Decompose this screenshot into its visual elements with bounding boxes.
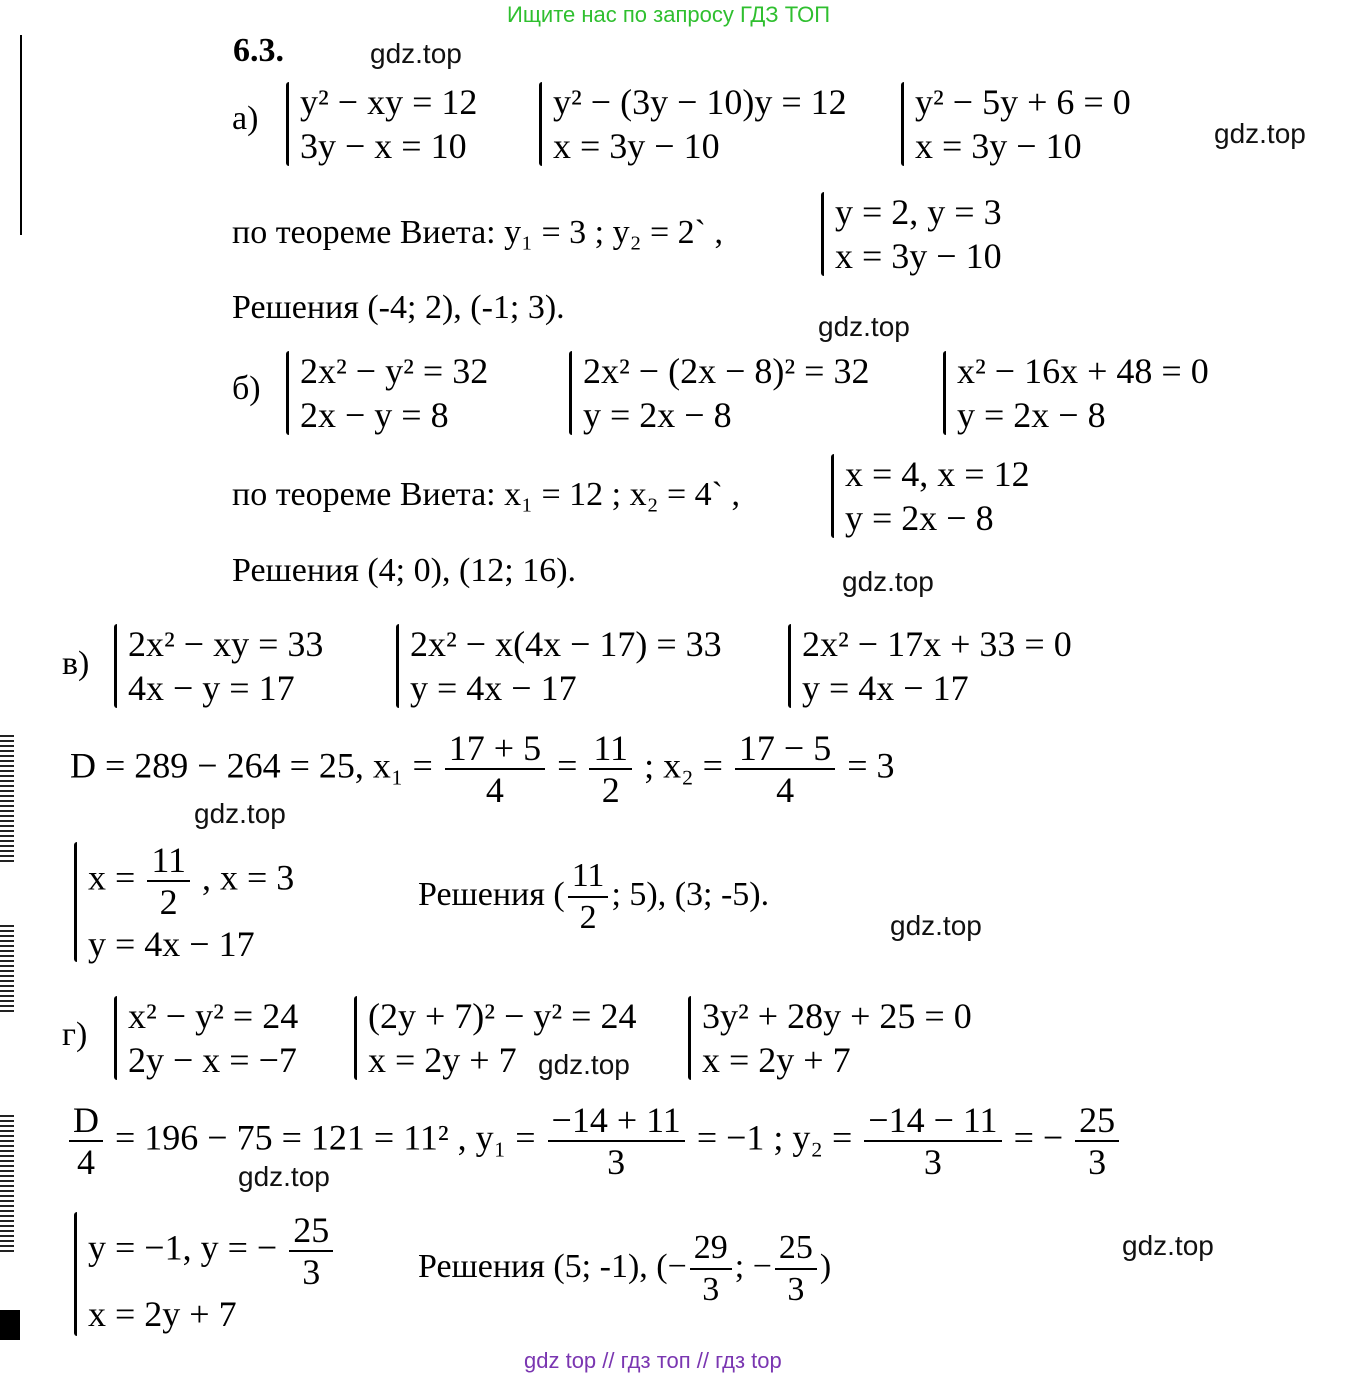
watermark: gdz.top: [194, 798, 286, 829]
fraction: $\frac{-14 + 11}{3}$: [548, 1100, 685, 1182]
fraction: $\frac{17 + 5}{4}$: [445, 728, 545, 810]
equation: x² − y² = 24: [128, 996, 299, 1036]
part-g-system-3: [682, 994, 972, 1082]
equation: y = 2, y = 3: [835, 192, 1002, 232]
equation: 2x² − xy = 33: [128, 624, 324, 664]
part-b-vieta: по теореме Виета: x₁ = 12 ; x₂ = 4` ,: [232, 476, 740, 513]
part-a-system-3: [895, 80, 1131, 168]
fraction: $\frac{-14 - 11}{3}$: [864, 1100, 1001, 1182]
equation: 3y² + 28y + 25 = 0: [702, 996, 972, 1036]
equation: y = 4x − 17: [88, 924, 255, 964]
fraction: $\frac{17 - 5}{4}$: [735, 728, 835, 810]
scan-noise: [0, 1115, 14, 1255]
equation: x = 3y − 10: [835, 236, 1002, 276]
scan-noise: [0, 735, 14, 865]
equation: x = 2y + 7: [368, 1040, 517, 1080]
part-a-answer: Решения (-4; 2), (-1; 3).: [232, 289, 565, 326]
scan-noise: [0, 925, 14, 1015]
equation: x = 2y + 7: [702, 1040, 851, 1080]
part-a-system-4: [815, 190, 1002, 278]
equation: 2x² − (2x − 8)² = 32: [583, 351, 870, 391]
scan-mark: [0, 1310, 20, 1340]
watermark: gdz.top: [538, 1049, 630, 1080]
formula-text: = 3: [847, 745, 895, 786]
equation: y = 2x − 8: [583, 395, 732, 435]
part-b-system-3: [937, 349, 1209, 437]
equation: x² − 16x + 48 = 0: [957, 351, 1209, 391]
part-g-system-2: [348, 994, 636, 1082]
formula-text: = −1 ; y₂ =: [696, 1117, 853, 1158]
part-g-system-1: [108, 994, 298, 1082]
fraction: $\frac{D}{4}$: [69, 1100, 103, 1182]
equation: 2x − y = 8: [300, 395, 449, 435]
equation: x = 4, x = 12: [845, 454, 1030, 494]
part-g-system-4: [68, 1210, 336, 1338]
equation: (2y + 7)² − y² = 24: [368, 996, 637, 1036]
formula-text: = −: [1013, 1117, 1064, 1158]
part-a-system-2: [533, 80, 847, 168]
equation: x = 3y − 10: [553, 126, 720, 166]
equation: y = 2x − 8: [957, 395, 1106, 435]
footer-watermark: gdz top // гдз топ // гдз top: [524, 1348, 782, 1373]
equation: 2x² − y² = 32: [300, 351, 489, 391]
equation: y = −1, y = − $\frac{25}{3}$: [88, 1210, 336, 1292]
formula-text: ; x₂ =: [644, 745, 723, 786]
part-g-discriminant: [66, 1100, 1122, 1182]
fraction: $\frac{25}{3}$: [1075, 1100, 1119, 1182]
problem-number: 6.3.: [233, 32, 284, 69]
part-b-system-4: [825, 452, 1030, 540]
equation: y = 2x − 8: [845, 498, 994, 538]
part-b-answer: Решения (4; 0), (12; 16).: [232, 552, 577, 589]
formula-text: = 196 − 75 = 121 = 11² , y₁ =: [115, 1117, 536, 1158]
watermark: gdz.top: [1214, 118, 1306, 149]
equation: 3y − x = 10: [300, 126, 467, 166]
equation: y² − xy = 12: [300, 82, 478, 122]
part-a-label: а): [232, 100, 259, 137]
part-v-system-3: [782, 622, 1072, 710]
scan-edge-line: [20, 35, 22, 235]
equation: x = $\frac{11}{2}$ , x = 3: [88, 840, 295, 922]
part-v-label: в): [62, 645, 90, 682]
part-v-discriminant: [70, 728, 895, 810]
equation: 2x² − 17x + 33 = 0: [802, 624, 1072, 664]
watermark: gdz.top: [818, 311, 910, 342]
equation: y² − 5y + 6 = 0: [915, 82, 1131, 122]
equation: y² − (3y − 10)y = 12: [553, 82, 847, 122]
equation: 2x² − x(4x − 17) = 33: [410, 624, 722, 664]
fraction: $\frac{11}{2}$: [589, 728, 632, 810]
part-v-system-2: [390, 622, 722, 710]
equation: x = 3y − 10: [915, 126, 1082, 166]
formula-text: D = 289 − 264 = 25, x₁ =: [70, 745, 433, 786]
formula-text: =: [557, 745, 578, 786]
watermark: gdz.top: [842, 566, 934, 597]
part-b-label: б): [232, 370, 261, 407]
watermark: gdz.top: [890, 910, 982, 941]
watermark: gdz.top: [370, 38, 462, 69]
part-v-system-1: [108, 622, 323, 710]
equation: y = 4x − 17: [410, 668, 577, 708]
equation: x = 2y + 7: [88, 1294, 237, 1334]
equation: 2y − x = −7: [128, 1040, 297, 1080]
watermark: gdz.top: [1122, 1230, 1214, 1261]
watermark: gdz.top: [238, 1161, 330, 1192]
part-g-label: г): [62, 1016, 88, 1053]
part-a-vieta: по теореме Виета: y₁ = 3 ; y₂ = 2` ,: [232, 214, 723, 251]
equation: y = 4x − 17: [802, 668, 969, 708]
part-a-system-1: [280, 80, 477, 168]
part-g-answer: Решения (5; -1), (− $\frac{29}{3}$ ; − $\frac{25}{3}$ ): [418, 1229, 832, 1308]
part-v-system-4: [68, 840, 294, 964]
part-b-system-2: [563, 349, 869, 437]
part-v-answer: Решения ( $\frac{11}{2}$ ; 5), (3; -5).: [418, 857, 770, 936]
part-b-system-1: [280, 349, 488, 437]
equation: 4x − y = 17: [128, 668, 295, 708]
search-banner: Ищите нас по запросу ГДЗ ТОП: [507, 2, 831, 27]
